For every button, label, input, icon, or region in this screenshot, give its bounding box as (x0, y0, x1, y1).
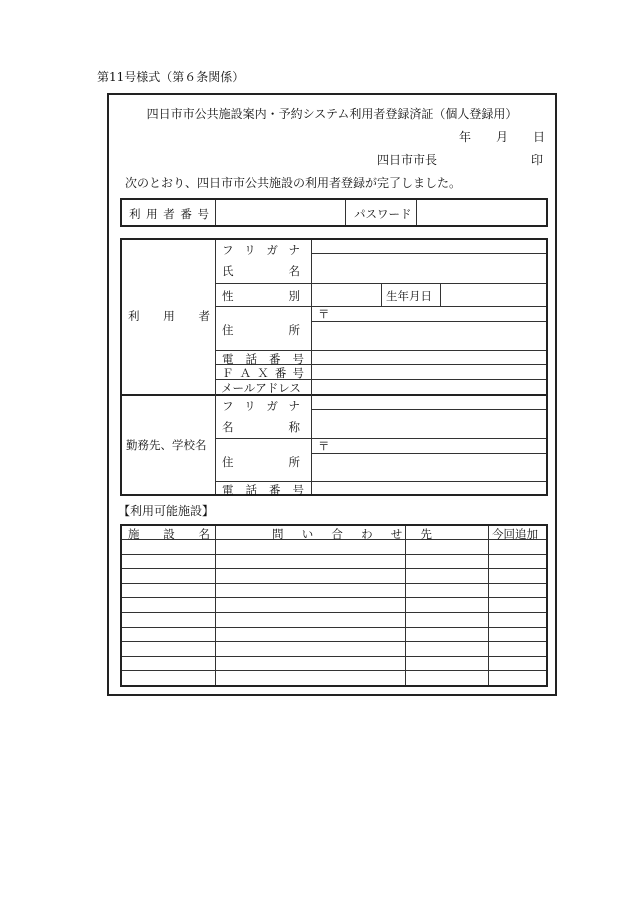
work-postal-mark: 〒 (318, 439, 330, 453)
password-field[interactable] (417, 201, 545, 224)
user-number-field[interactable] (215, 201, 345, 224)
table-row[interactable] (122, 555, 546, 569)
user-address-label: 住 所 (222, 323, 300, 337)
table-row[interactable] (122, 657, 546, 671)
completion-notice: 次のとおり、四日市市公共施設の利用者登録が完了しました。 (125, 176, 462, 190)
user-address-field[interactable] (312, 322, 546, 350)
certificate-title: 四日市市公共施設案内・予約システム利用者登録済証（個人登録用） (146, 107, 518, 121)
table-row[interactable] (122, 598, 546, 612)
work-furigana-label: フ リ ガ ナ (222, 399, 300, 413)
table-row[interactable] (122, 584, 546, 598)
date-day-label: 日 (533, 130, 546, 144)
table-row[interactable] (122, 671, 546, 685)
table-row[interactable] (122, 613, 546, 627)
facility-name-header: 施 設 名 (128, 527, 210, 541)
facilities-section-title: 【利用可能施設】 (118, 504, 215, 518)
work-address-field[interactable] (312, 454, 546, 481)
work-phone-field[interactable] (312, 482, 546, 494)
birthdate-label: 生年月日 (386, 289, 432, 303)
gender-label: 性 別 (222, 289, 300, 303)
issuer-title: 四日市市長 (377, 153, 438, 167)
added-header: 今回追加 (492, 527, 538, 541)
user-number-label: 利 用 者 番 号 (129, 207, 209, 221)
user-info-table (120, 238, 548, 496)
user-phone-field[interactable] (312, 351, 546, 364)
table-row[interactable] (122, 569, 546, 583)
fax-label: Ｆ Ａ Ｘ 番 号 (222, 366, 304, 380)
work-furigana-field[interactable] (312, 397, 546, 409)
certificate-frame (107, 93, 557, 696)
work-phone-label: 電 話 番 号 (222, 483, 304, 497)
work-address-label: 住 所 (222, 455, 300, 469)
email-field[interactable] (312, 380, 546, 394)
user-group-label: 利 用 者 (128, 309, 210, 323)
contact-header: 問 い 合 わ せ 先 (272, 527, 432, 541)
gender-field[interactable] (312, 284, 381, 306)
form-number: 第11号様式（第６条関係） (97, 70, 245, 84)
fax-field[interactable] (312, 365, 546, 379)
email-label: メールアドレス (221, 381, 301, 395)
user-furigana-field[interactable] (312, 241, 546, 253)
user-postal-mark: 〒 (318, 307, 330, 321)
user-name-label: 氏 名 (222, 264, 300, 278)
account-table (120, 198, 548, 227)
work-group-label: 勤務先、学校名 (126, 438, 207, 452)
facilities-table (120, 524, 548, 687)
date-year-label: 年 (459, 130, 472, 144)
password-label: パスワード (354, 207, 412, 221)
table-row[interactable] (122, 642, 546, 656)
user-name-field[interactable] (312, 254, 546, 283)
work-name-label: 名 称 (222, 420, 300, 434)
table-row[interactable] (122, 628, 546, 642)
work-postal-code-field[interactable] (332, 439, 546, 453)
birthdate-field[interactable] (441, 284, 546, 306)
user-postal-code-field[interactable] (332, 307, 546, 321)
user-phone-label: 電 話 番 号 (222, 352, 304, 366)
date-month-label: 月 (496, 130, 509, 144)
table-row[interactable] (122, 540, 546, 554)
seal-mark: 印 (531, 153, 544, 167)
user-furigana-label: フ リ ガ ナ (222, 243, 300, 257)
work-name-field[interactable] (312, 410, 546, 438)
